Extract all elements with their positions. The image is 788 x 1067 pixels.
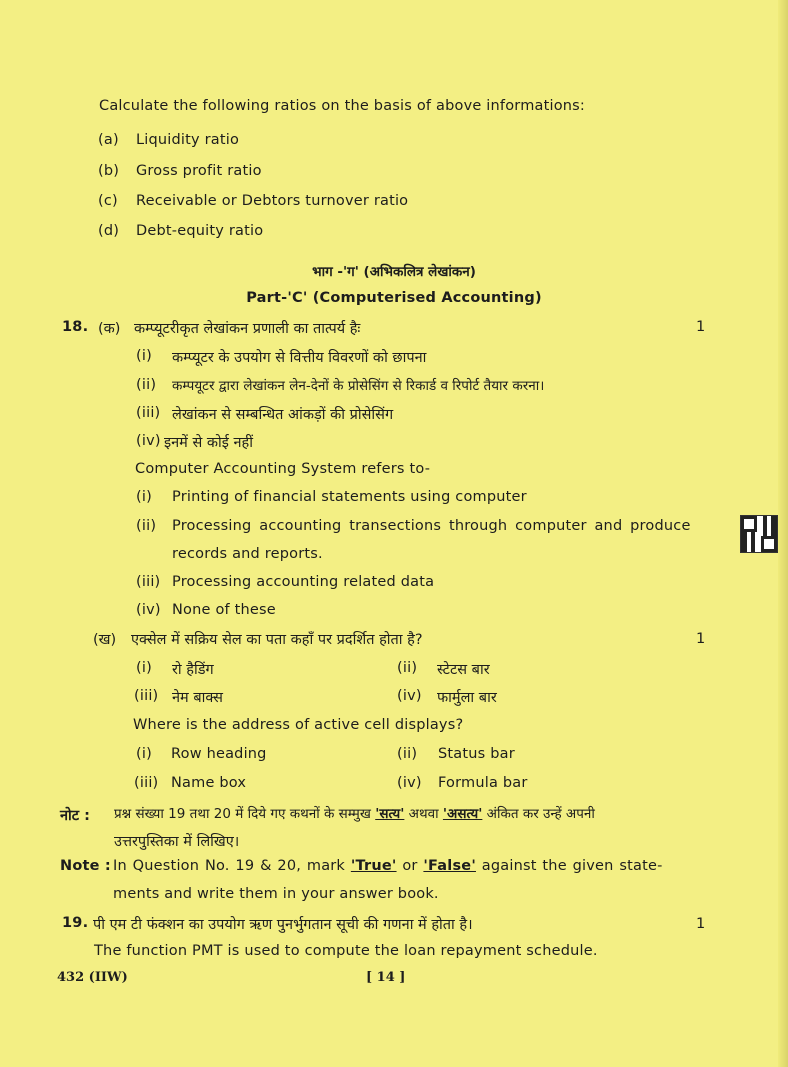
q18-ka-question-english: Computer Accounting System refers to- <box>135 461 431 477</box>
note-english-label: Note : <box>60 858 111 874</box>
note-english-text-b: against the given state- <box>481 858 663 874</box>
q18-ka-hi-opt2-label: (ii) <box>136 377 157 393</box>
note-english-line2: ments and write them in your answer book. <box>113 886 439 902</box>
q18-ka-en-opt4-text: None of these <box>172 602 276 618</box>
q18-ka-marks: 1 <box>696 319 706 335</box>
note-hindi-true: 'सत्य' <box>375 806 405 822</box>
q18-kha-en-opt4-text: Formula bar <box>438 775 528 791</box>
section-heading-hindi: भाग -'ग' (अभिकलित्र लेखांकन) <box>312 264 476 280</box>
q18-kha-hi-opt4-label: (iv) <box>397 688 422 704</box>
q18-kha-question-hindi: एक्सेल में सक्रिय सेल का पता कहाँ पर प्रदर्शित होता है? <box>131 632 423 648</box>
q18-ka-en-opt3-text: Processing accounting related data <box>172 574 435 590</box>
q18-ka-en-opt2-text: Processing accounting transections through computer and produce <box>172 518 691 534</box>
note-english-line1 <box>113 858 663 874</box>
q18-ka-label: (क) <box>98 321 121 337</box>
q18-kha-question-english: Where is the address of active cell displays? <box>133 717 464 733</box>
q18-ka-en-opt1-label: (i) <box>136 489 152 505</box>
q18-kha-marks: 1 <box>696 631 706 647</box>
q18-kha-hi-opt1-label: (i) <box>136 660 152 676</box>
note-english-false: 'False' <box>423 858 476 874</box>
q18-kha-hi-opt4-text: फार्मुला बार <box>437 690 497 706</box>
q18-kha-hi-opt1-text: रो हैडिंग <box>172 662 214 678</box>
q18-kha-hi-opt3-text: नेम बाक्स <box>172 690 223 706</box>
q18-ka-hi-opt3-text: लेखांकन से सम्बन्धित आंकड़ों की प्रोसेसिंग <box>172 407 394 423</box>
note-english-text-a: In Question No. 19 & 20, mark <box>113 858 346 874</box>
footer-code: 432 (IIW) <box>57 970 128 985</box>
note-hindi-label: नोट : <box>60 808 90 824</box>
ratio-text-c: Receivable or Debtors turnover ratio <box>136 193 409 209</box>
q19-statement-hindi: पी एम टी फंक्शन का उपयोग ऋण पुनर्भुगतान सूची की गणना में होता है। <box>93 917 473 933</box>
q18-kha-en-opt3-label: (iii) <box>134 775 159 791</box>
q18-ka-en-opt4-label: (iv) <box>136 602 161 618</box>
note-english-true: 'True' <box>350 858 397 874</box>
note-hindi-false: 'असत्य' <box>442 806 483 822</box>
note-hindi-or: अथवा <box>408 806 439 822</box>
footer-page-number: [ 14 ] <box>366 970 406 985</box>
ratio-label-a: (a) <box>98 132 119 148</box>
q18-ka-hi-opt4-text: इनमें से कोई नहीं <box>164 435 253 451</box>
q18-ka-hi-opt2-text: कम्पयूटर द्वारा लेखांकन लेन-देनों के प्रोसेसिंग से रिकार्ड व रिपोर्ट तैयार करना। <box>172 378 545 394</box>
q18-number: 18. <box>62 319 89 335</box>
q18-ka-hi-opt3-label: (iii) <box>136 405 161 421</box>
q18-kha-label: (ख) <box>93 632 117 648</box>
note-english-or: or <box>402 858 418 874</box>
q18-kha-en-opt2-text: Status bar <box>438 746 515 762</box>
note-hindi-text-b: अंकित कर उन्हें अपनी <box>486 806 595 822</box>
q18-kha-hi-opt2-label: (ii) <box>397 660 418 676</box>
section-heading-english: Part-'C' (Computerised Accounting) <box>246 290 542 306</box>
qr-code-icon <box>740 515 778 553</box>
note-hindi-text-a: प्रश्न संख्या 19 तथा 20 में दिये गए कथनों के सम्मुख <box>114 806 371 822</box>
note-hindi-line1 <box>114 804 595 822</box>
q18-ka-hi-opt4-label: (iv) <box>136 433 161 449</box>
q18-kha-en-opt4-label: (iv) <box>397 775 422 791</box>
note-hindi-line2: उत्तरपुस्तिका में लिखिए। <box>114 834 240 850</box>
q18-ka-hi-opt1-text: कम्प्यूटर के उपयोग से वित्तीय विवरणों को छापना <box>172 350 427 366</box>
q18-kha-hi-opt3-label: (iii) <box>134 688 159 704</box>
q18-kha-en-opt1-text: Row heading <box>171 746 267 762</box>
ratio-label-d: (d) <box>98 223 120 239</box>
q18-ka-en-opt3-label: (iii) <box>136 574 161 590</box>
q19-statement-english: The function PMT is used to compute the loan repayment schedule. <box>94 943 598 959</box>
page-edge <box>778 0 788 1067</box>
q19-marks: 1 <box>696 916 706 932</box>
ratio-text-d: Debt-equity ratio <box>136 223 264 239</box>
q18-kha-en-opt1-label: (i) <box>136 746 152 762</box>
q18-kha-en-opt3-text: Name box <box>171 775 247 791</box>
ratio-label-b: (b) <box>98 163 120 179</box>
q18-ka-en-opt2-text-cont: records and reports. <box>172 546 323 562</box>
q18-ka-question-hindi: कम्प्यूटरीकृत लेखांकन प्रणाली का तात्पर्य हैः <box>134 321 361 337</box>
q18-ka-en-opt2-label: (ii) <box>136 518 157 534</box>
ratio-label-c: (c) <box>98 193 118 209</box>
q18-ka-hi-opt1-label: (i) <box>136 348 152 364</box>
ratio-text-b: Gross profit ratio <box>136 163 262 179</box>
q19-number: 19. <box>62 915 89 931</box>
intro-text: Calculate the following ratios on the basis of above informations: <box>99 98 586 114</box>
q18-ka-en-opt1-text: Printing of financial statements using computer <box>172 489 527 505</box>
ratio-text-a: Liquidity ratio <box>136 132 240 148</box>
q18-kha-en-opt2-label: (ii) <box>397 746 418 762</box>
q18-kha-hi-opt2-text: स्टेटस बार <box>437 662 490 678</box>
